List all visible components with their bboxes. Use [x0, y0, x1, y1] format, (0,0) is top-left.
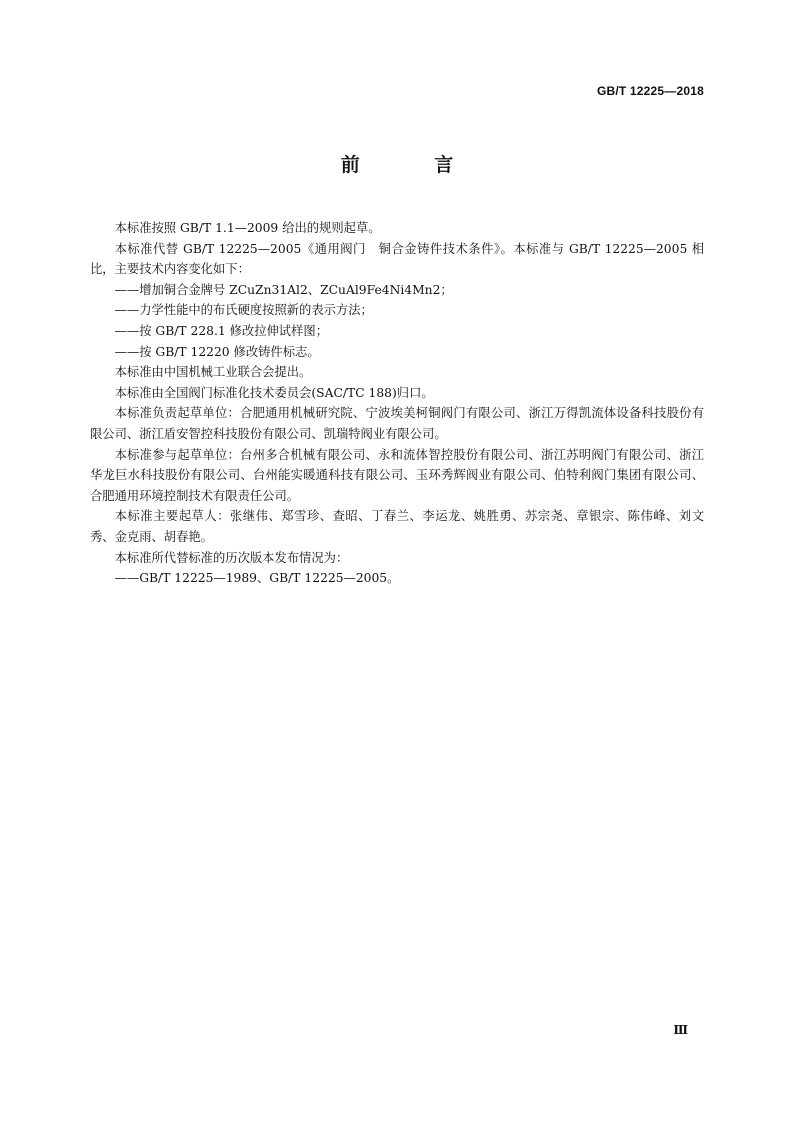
paragraph-drafting-rules: 本标准按照 GB/T 1.1—2009 给出的规则起草。 [114, 221, 381, 235]
paragraph-governed-by: 本标准由全国阀门标准化技术委员会(SAC/TC 188)归口。 [114, 385, 434, 400]
page-number: Ⅲ [673, 1023, 688, 1037]
paragraph-participating-drafters: 本标准参与起草单位：台州多合机械有限公司、永和流体智控股份有限公司、浙江苏明阀门有限公司、浙江华龙巨水科技股份有限公司、台州能实暖通科技有限公司、玉环秀辉阀业有限公司、伯特利阀门集团有限公司、合肥通用环境控制技术有限责任公司。 [90, 447, 704, 503]
paragraph-lead-drafters: 本标准负责起草单位：合肥通用机械研究院、宁波埃美柯铜阀门有限公司、浙江万得凯流体设备科技股份有限公司、浙江盾安智控科技股份有限公司、凯瑞特阀业有限公司。 [90, 406, 704, 441]
paragraph-replaces: 本标准代替 GB/T 12225—2005《通用阀门 铜合金铸件技术条件》。本标准与 GB/T 12225—2005 相比，主要技术内容变化如下： [90, 241, 704, 277]
change-item-1: ——增加铜合金牌号 ZCuZn31Al2、ZCuAl9Fe4Ni4Mn2； [114, 282, 453, 297]
change-item-2: ——力学性能中的布氏硬度按照新的表示方法； [114, 303, 373, 318]
change-item-3: ——按 GB/T 228.1 修改拉伸试样图； [114, 323, 328, 338]
paragraph-proposed-by: 本标准由中国机械工业联合会提出。 [114, 365, 312, 380]
history-item: ——GB/T 12225—1989、GB/T 12225—2005。 [114, 571, 400, 586]
change-item-4: ——按 GB/T 12220 修改铸件标志。 [114, 344, 320, 359]
paragraph-main-drafters: 本标准主要起草人：张继伟、郑雪珍、查昭、丁春兰、李运龙、姚胜勇、苏宗尧、章银宗、陈伟峰、刘文秀、金克雨、胡春艳。 [90, 509, 704, 544]
page-title: 前 言 [340, 154, 488, 176]
paragraph-history-intro: 本标准所代替标准的历次版本发布情况为： [114, 550, 349, 565]
foreword-body [90, 218, 704, 589]
standard-number: GB/T 12225—2018 [596, 84, 704, 98]
